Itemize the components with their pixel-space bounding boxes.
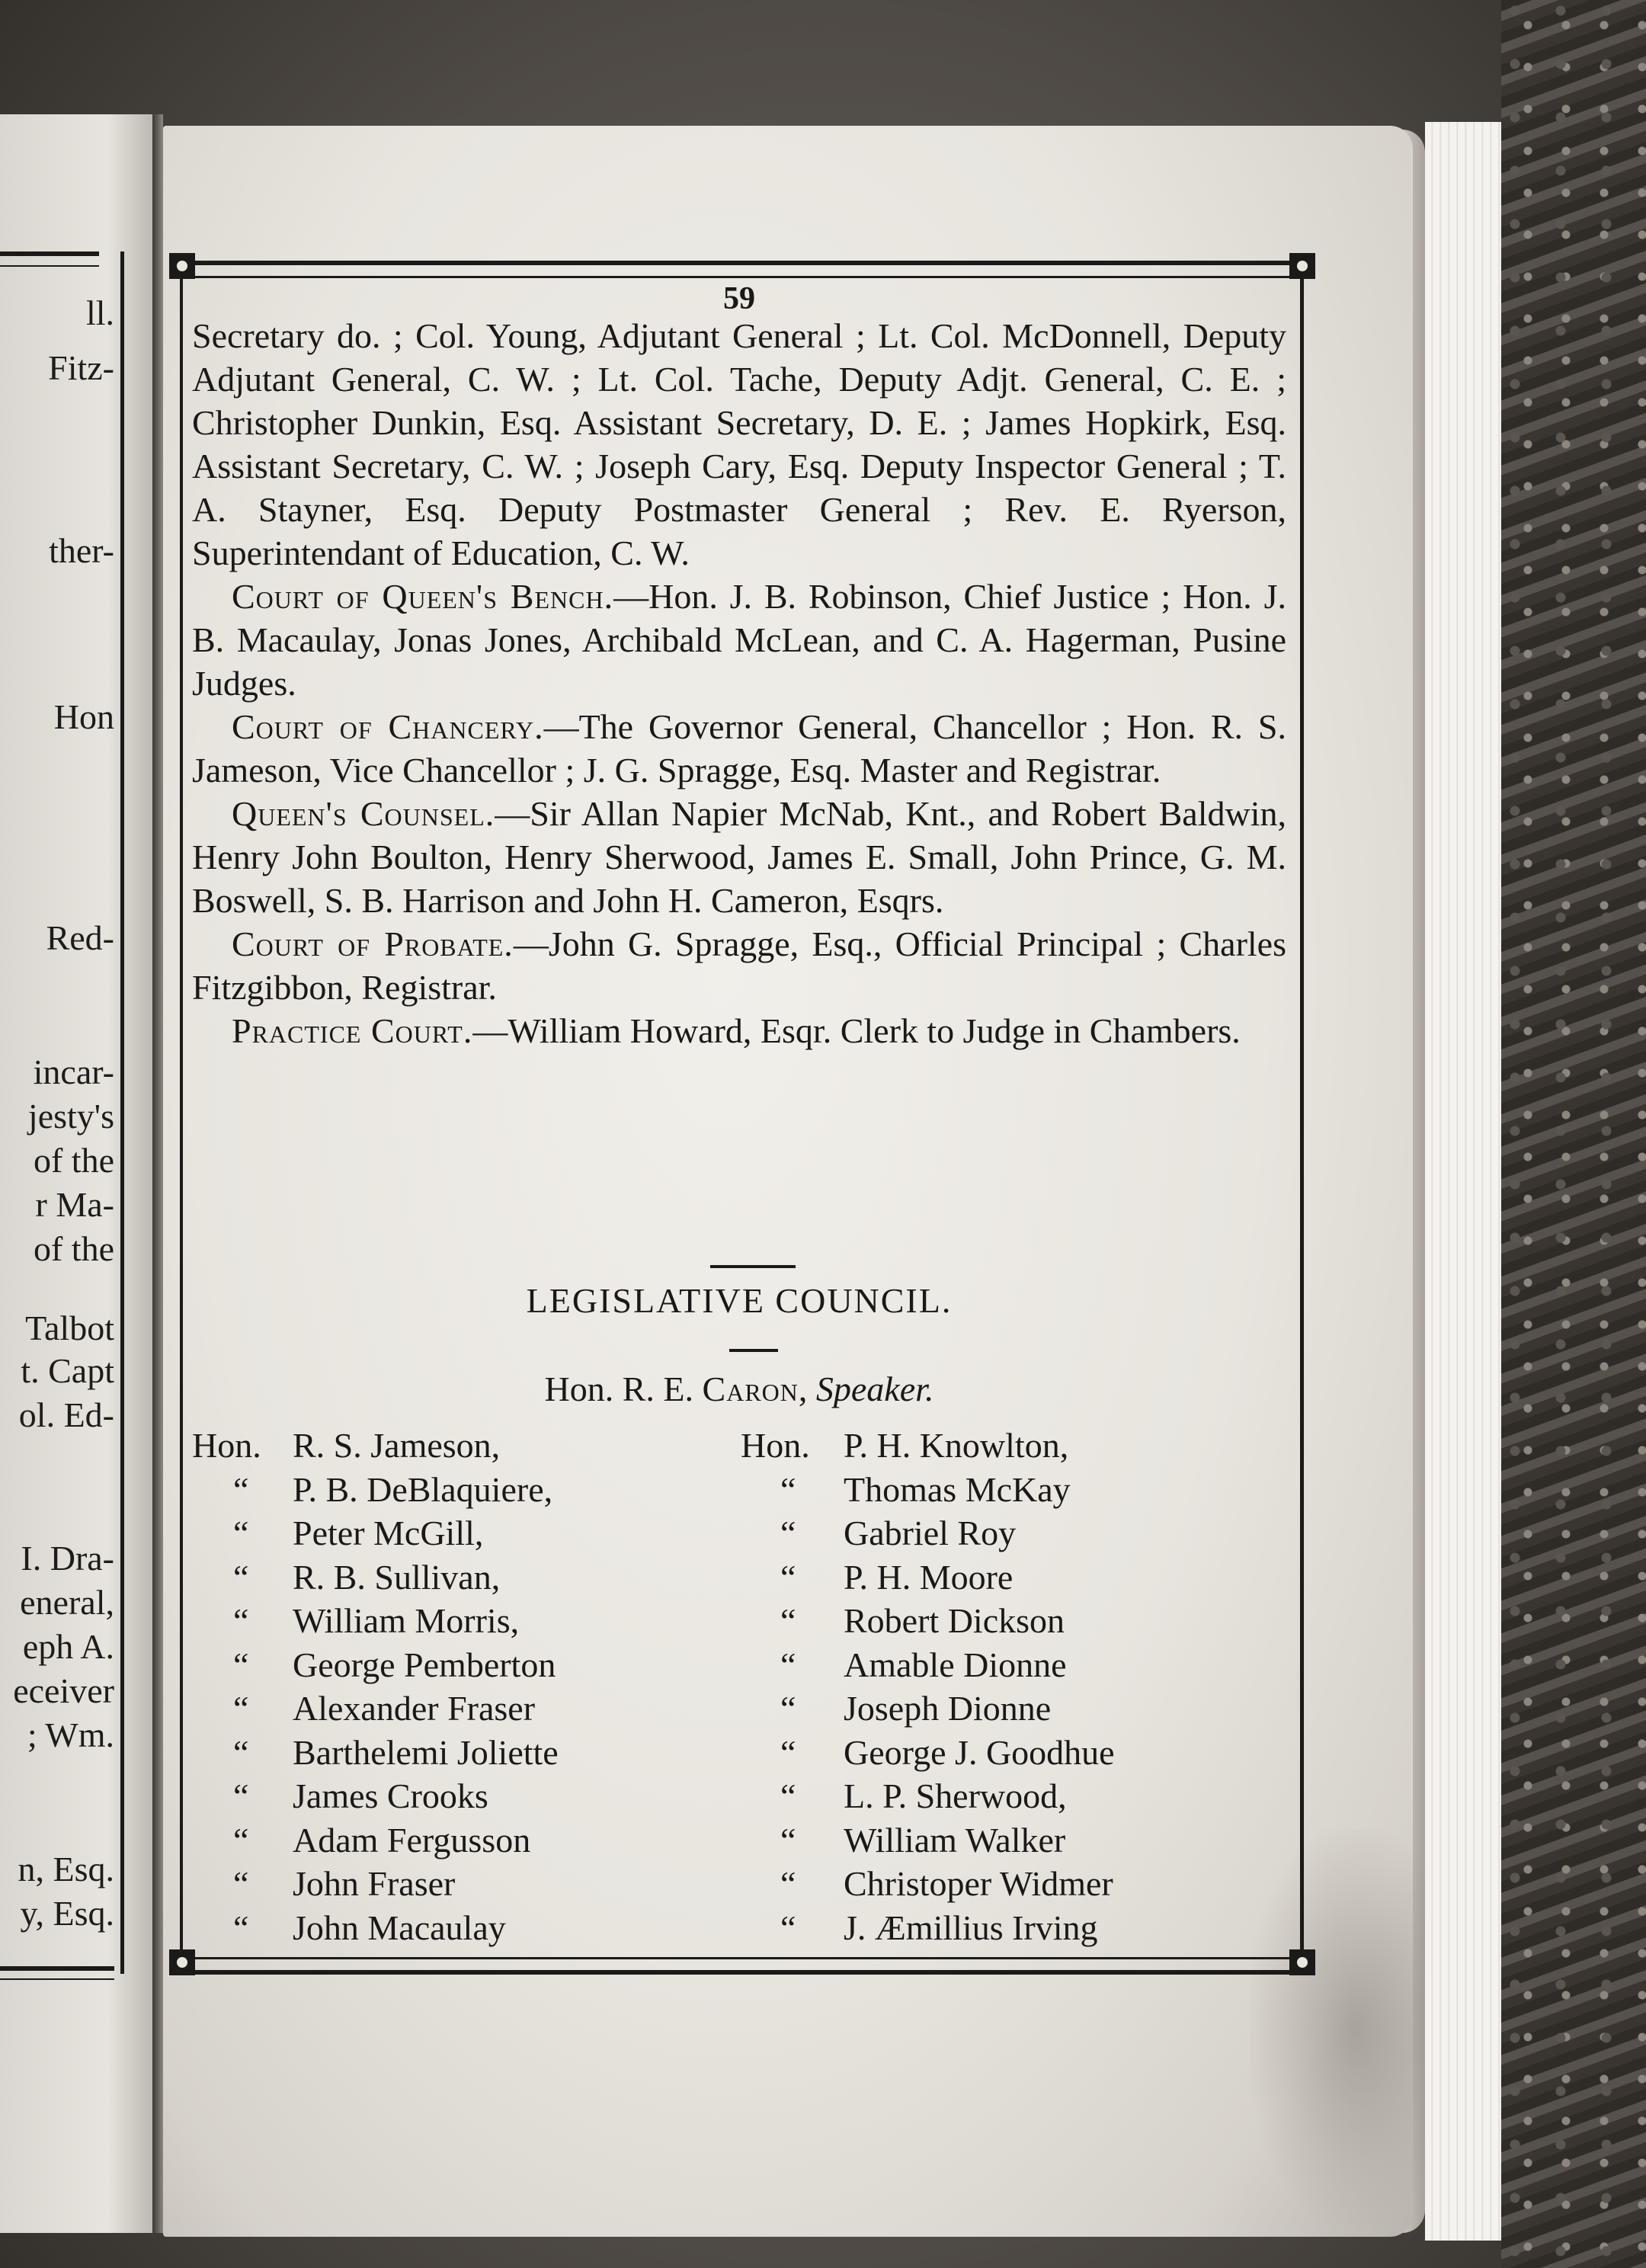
left-page-fragment: ll.: [85, 293, 114, 332]
paragraph-text: —John G. Spragge, Esq., Official Principal ; Charles Fitzgibbon, Registrar.: [192, 924, 1286, 1007]
ditto-mark: “: [233, 1820, 249, 1860]
member-row: [192, 1687, 1286, 1731]
left-page-fragment: y, Esq.: [20, 1894, 114, 1933]
member-name: Robert Dickson: [844, 1601, 1065, 1640]
frame-corner-ornament: [1289, 253, 1315, 279]
member-name: Joseph Dionne: [844, 1689, 1052, 1728]
member-row: [192, 1731, 1286, 1775]
heading-divider: [729, 1349, 778, 1352]
paragraph-text: —William Howard, Esqr. Clerk to Judge in Chambers.: [472, 1011, 1241, 1050]
frame-bottom-rule: [181, 1957, 1300, 1975]
ditto-mark: “: [233, 1689, 249, 1728]
member-prefix: Hon.: [741, 1426, 810, 1465]
ditto-mark: “: [233, 1645, 249, 1684]
left-page-fragment: Red-: [46, 918, 114, 957]
paragraph: [192, 922, 1286, 1009]
member-name: L. P. Sherwood,: [844, 1776, 1067, 1815]
council-members-list: [192, 1424, 1286, 1949]
left-page-fragment: eceiver: [13, 1671, 114, 1710]
member-name: P. H. Knowlton,: [844, 1426, 1069, 1465]
ditto-mark: “: [780, 1601, 796, 1640]
speaker-role: Speaker.: [815, 1369, 934, 1408]
officials-text: [192, 314, 1286, 1052]
left-page-frame-line: [120, 251, 124, 1974]
ditto-mark: “: [233, 1732, 249, 1772]
section-lead: Practice Court.: [232, 1011, 473, 1050]
left-page-fragment: eneral,: [20, 1583, 114, 1622]
left-page-top-rule: [0, 251, 99, 267]
member-row: [192, 1818, 1286, 1863]
book-gutter: [152, 114, 163, 2233]
ditto-mark: “: [780, 1689, 796, 1728]
left-page-fragment: incar-: [33, 1052, 114, 1091]
ditto-mark: “: [780, 1776, 796, 1815]
section-lead: Court of Chancery.: [232, 707, 544, 746]
ditto-mark: “: [233, 1601, 249, 1640]
member-name: Alexander Fraser: [293, 1689, 536, 1728]
member-row: [192, 1774, 1286, 1818]
member-name: George Pemberton: [293, 1645, 556, 1684]
page-stack-edge: [1425, 122, 1501, 2241]
page-number: 59: [723, 281, 755, 316]
paragraph: [192, 1009, 1286, 1052]
member-name: Adam Fergusson: [293, 1820, 531, 1860]
ditto-mark: “: [780, 1557, 796, 1597]
ditto-mark: “: [233, 1514, 249, 1552]
member-name: George J. Goodhue: [844, 1732, 1115, 1772]
member-name: R. B. Sullivan,: [293, 1557, 501, 1597]
paragraph: [192, 314, 1286, 575]
left-page-fragment: r Ma-: [35, 1185, 114, 1224]
left-page-fragment: ol. Ed-: [18, 1395, 114, 1434]
ditto-mark: “: [233, 1864, 249, 1903]
council-heading: LEGISLATIVE COUNCIL.: [526, 1281, 953, 1320]
member-name: R. S. Jameson,: [293, 1426, 501, 1465]
member-row: [192, 1468, 1286, 1512]
member-name: Barthelemi Joliette: [293, 1732, 559, 1772]
left-page-fragment: of the: [33, 1141, 114, 1180]
ditto-mark: “: [780, 1514, 796, 1552]
frame-corner-ornament: [1289, 1949, 1315, 1975]
section-lead: Queen's Counsel.: [232, 794, 495, 833]
member-row: [192, 1862, 1286, 1906]
member-name: Gabriel Roy: [844, 1514, 1017, 1552]
member-name: J. Æmillius Irving: [844, 1908, 1098, 1947]
left-page-fragment: Talbot: [25, 1309, 114, 1347]
paragraph: [192, 705, 1286, 792]
marbled-cover-edge: [1501, 0, 1646, 2268]
ditto-mark: “: [233, 1908, 249, 1947]
section-divider: [710, 1265, 796, 1268]
left-page-fragment: t. Capt: [21, 1351, 114, 1390]
member-name: Amable Dionne: [844, 1645, 1067, 1684]
ditto-mark: “: [780, 1820, 796, 1860]
left-page-bottom-rule: [0, 1966, 114, 1980]
member-name: William Walker: [844, 1820, 1066, 1860]
paragraph: [192, 575, 1286, 705]
member-row: [192, 1555, 1286, 1600]
section-lead: Court of Queen's Bench.: [232, 577, 614, 616]
ditto-mark: “: [233, 1557, 249, 1597]
ditto-mark: “: [780, 1732, 796, 1772]
left-page-fragment: I. Dra-: [21, 1539, 114, 1578]
ditto-mark: “: [780, 1908, 796, 1947]
left-page-fragment: ther-: [49, 531, 114, 570]
member-name: Peter McGill,: [293, 1514, 484, 1552]
member-name: Christoper Widmer: [844, 1864, 1113, 1903]
ditto-mark: “: [780, 1469, 796, 1509]
frame-corner-ornament: [169, 1949, 195, 1975]
left-page-fragment: Fitz-: [48, 348, 114, 387]
left-page-fragment: n, Esq.: [18, 1850, 114, 1888]
member-row: [192, 1599, 1286, 1643]
section-lead: Court of Probate.: [232, 924, 514, 963]
member-name: John Fraser: [293, 1864, 456, 1903]
paragraph-text: —Sir Allan Napier McNab, Knt., and Robert Baldwin, Henry John Boulton, Henry Sherwood, James E. Small, John Prince, G. M. Boswell, S. B. Harrison and John H. Cameron, Esqrs.: [192, 794, 1286, 920]
left-page-fragment: ; Wm.: [27, 1715, 114, 1754]
member-name: William Morris,: [293, 1601, 520, 1640]
paragraph-text: —Hon. J. B. Robinson, Chief Justice ; Hon. J. B. Macaulay, Jonas Jones, Archibald McLean, and C. A. Hagerman, Pusine Judges.: [192, 577, 1287, 703]
frame-top-rule: [181, 261, 1300, 278]
speaker-prefix: Hon. R. E.: [544, 1369, 703, 1408]
speaker-line: [192, 1369, 1286, 1409]
member-name: John Macaulay: [293, 1908, 506, 1947]
member-name: P. B. DeBlaquiere,: [293, 1469, 553, 1509]
member-row: [192, 1511, 1286, 1555]
left-page-fragment: of the: [33, 1229, 114, 1268]
ditto-mark: “: [780, 1864, 796, 1903]
member-name: Thomas McKay: [844, 1469, 1071, 1509]
member-prefix: Hon.: [192, 1426, 261, 1465]
speaker-name: Caron: [702, 1369, 799, 1408]
paragraph: [192, 792, 1286, 922]
member-row: [192, 1643, 1286, 1687]
member-name: James Crooks: [293, 1776, 488, 1815]
member-row: [192, 1906, 1286, 1950]
paragraph-text: Secretary do. ; Col. Young, Adjutant General ; Lt. Col. McDonnell, Deputy Adjutant General, C. W. ; Lt. Col. Tache, Deputy Adjt. General, C. E. ; Christopher Dunkin, Esq. Assistant Secretary, D. E. ; James Hopkirk, Esq. Assistant Secretary, C. W. ; Joseph Cary, Esq. Deputy Inspector General ; T. A. Stayner, Esq. Deputy Postmaster General ; Rev. E. Ryerson, Superintendant of Education, C. W.: [192, 316, 1286, 572]
frame-corner-ornament: [169, 253, 195, 279]
speaker-suffix: ,: [798, 1369, 816, 1408]
frame-right-rule: [1300, 263, 1304, 1962]
member-row: [192, 1424, 1286, 1468]
frame-left-rule: [180, 263, 183, 1962]
ditto-mark: “: [233, 1469, 249, 1509]
left-page-fragment: Hon: [53, 697, 114, 736]
paragraph-text: —The Governor General, Chancellor ; Hon. R. S. Jameson, Vice Chancellor ; J. G. Spragge, Esq. Master and Registrar.: [192, 707, 1286, 790]
member-name: P. H. Moore: [844, 1557, 1014, 1597]
ditto-mark: “: [233, 1776, 249, 1815]
left-page-fragment: jesty's: [27, 1097, 114, 1136]
ditto-mark: “: [780, 1645, 796, 1684]
left-page-fragment: eph A.: [22, 1627, 114, 1666]
